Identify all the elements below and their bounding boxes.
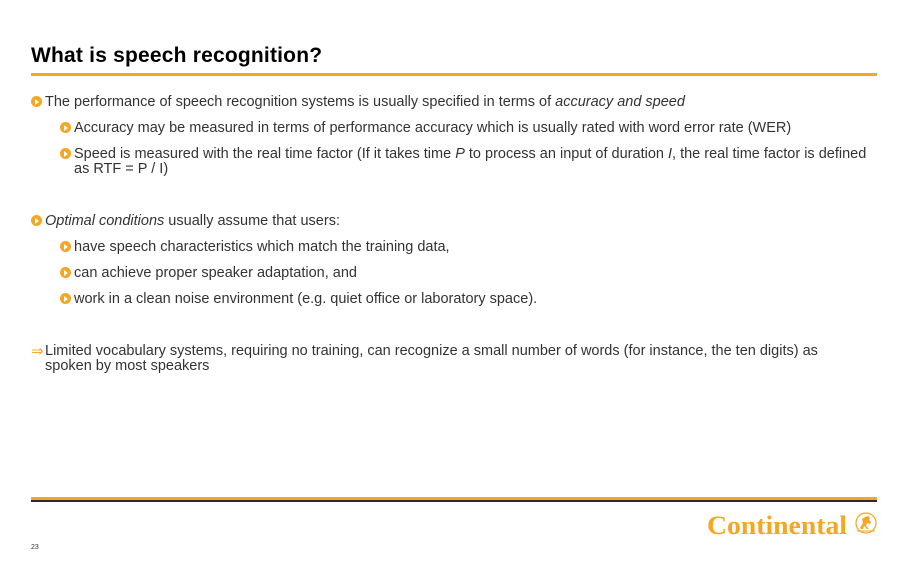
bullet-speaker-adaptation <box>60 266 890 281</box>
orange-circle-arrow-icon <box>60 267 71 278</box>
bullet-text-main: The performance of speech recognition systems is usually specified in terms of <box>45 94 556 110</box>
bullet-accuracy <box>60 121 890 136</box>
bullet-text-emphasis: accuracy and speed <box>555 94 685 110</box>
bullet-text-part: , the real time factor is defined as RTF = P / I) <box>74 146 867 177</box>
slide-title: What is speech recognition? <box>31 44 323 67</box>
variable-i: I <box>668 146 673 162</box>
bullet-text: work in a clean noise environment (e.g. quiet office or laboratory space). <box>74 291 538 307</box>
orange-circle-arrow-icon <box>60 241 71 252</box>
bullet-performance <box>31 95 891 110</box>
conclusion <box>31 344 841 374</box>
bullet-text: have speech characteristics which match the training data, <box>74 239 450 255</box>
logo-wordmark: Continental <box>707 511 847 539</box>
bullet-text <box>60 147 880 177</box>
variable-p: P <box>455 146 465 162</box>
horse-emblem-icon <box>856 513 876 533</box>
double-arrow-icon: ⇒ <box>31 342 44 360</box>
bullet-text <box>31 214 891 229</box>
continental-logo <box>707 509 879 539</box>
bullet-text-emphasis: Optimal conditions <box>45 213 165 229</box>
bullet-text <box>31 95 891 110</box>
footer-rule-dark <box>31 500 877 502</box>
orange-circle-arrow-icon <box>60 148 71 159</box>
conclusion-text: Limited vocabulary systems, requiring no training, can recognize a small number of words (for instance, the ten digits) as spoken by most speakers <box>45 343 818 374</box>
page-number: 23 <box>31 544 39 551</box>
bullet-text: Accuracy may be measured in terms of performance accuracy which is usually rated with word error rate (WER) <box>74 120 792 136</box>
bullet-text-part: to process an input of duration <box>464 146 668 162</box>
bullet-speed <box>60 147 880 177</box>
orange-circle-arrow-icon <box>31 96 42 107</box>
title-underline <box>31 73 877 76</box>
bullet-text: can achieve proper speaker adaptation, and <box>74 265 357 281</box>
bullet-optimal-conditions <box>31 214 891 229</box>
bullet-text-main: usually assume that users: <box>164 213 340 229</box>
bullet-speech-characteristics <box>60 240 890 255</box>
bullet-text-part: Speed is measured with the real time factor (If it takes time <box>74 146 456 162</box>
orange-circle-arrow-icon <box>31 215 42 226</box>
orange-circle-arrow-icon <box>60 122 71 133</box>
orange-circle-arrow-icon <box>60 293 71 304</box>
bullet-clean-environment <box>60 292 890 307</box>
